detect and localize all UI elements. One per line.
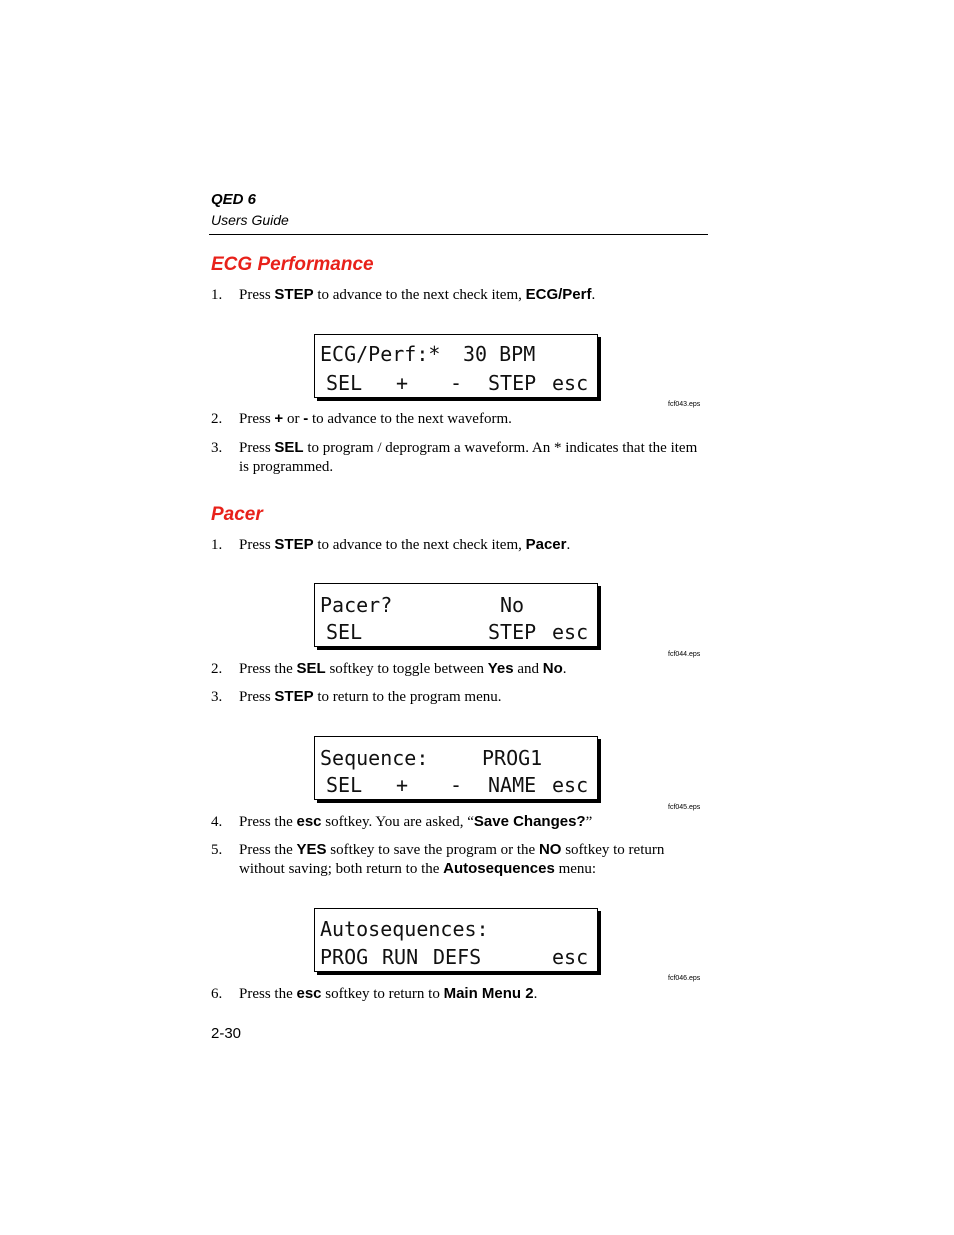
- softkey-esc: esc: [552, 945, 589, 969]
- step-number: 4.: [211, 814, 223, 830]
- header-rule: [209, 234, 708, 235]
- list-item: [211, 536, 701, 555]
- softkey-sel: SEL: [326, 371, 363, 395]
- softkey-prog: PROG: [320, 945, 369, 969]
- lcd-label: Pacer?: [320, 593, 393, 617]
- lcd-label: Sequence:: [320, 746, 429, 770]
- step-number: 2.: [211, 411, 223, 427]
- list-item: [211, 841, 701, 878]
- softkey-sel: SEL: [326, 773, 363, 797]
- step-number: 3.: [211, 689, 223, 705]
- lcd-value: No: [500, 593, 525, 617]
- list-item: [211, 439, 701, 476]
- softkey-plus: +: [396, 773, 409, 797]
- lcd-display-ecg-perf: [314, 334, 598, 398]
- softkey-step: STEP: [488, 620, 537, 644]
- lcd-display-pacer: [314, 583, 598, 647]
- figure-caption: fcf045.eps: [668, 804, 701, 811]
- step-text: Press the esc softkey. You are asked, “Save Changes?”: [239, 813, 593, 830]
- list-item: [211, 660, 701, 679]
- figure-caption: fcf044.eps: [668, 651, 701, 658]
- lcd-value: 30 BPM: [463, 342, 536, 366]
- document-title: QED 6: [211, 191, 257, 208]
- step-text: Press + or - to advance to the next waveform.: [239, 410, 512, 427]
- step-text: Press STEP to advance to the next check item, ECG/Perf.: [239, 286, 596, 303]
- softkey-run: RUN: [382, 945, 419, 969]
- list-item: [211, 286, 701, 305]
- softkey-esc: esc: [552, 620, 589, 644]
- softkey-esc: esc: [552, 371, 589, 395]
- softkey-sel: SEL: [326, 620, 363, 644]
- softkey-minus: -: [450, 773, 463, 797]
- step-text: Press the SEL softkey to toggle between Yes and No.: [239, 660, 567, 677]
- step-number: 1.: [211, 537, 223, 553]
- section-heading-ecg-performance: ECG Performance: [211, 254, 374, 275]
- section-heading-pacer: Pacer: [211, 504, 263, 525]
- list-item: [211, 410, 701, 429]
- lcd-display-sequence: [314, 736, 598, 800]
- step-text: Press STEP to advance to the next check item, Pacer.: [239, 536, 571, 553]
- softkey-step: STEP: [488, 371, 537, 395]
- softkey-name: NAME: [488, 773, 537, 797]
- step-number: 6.: [211, 986, 223, 1002]
- step-text: Press SEL to program / deprogram a waveform. An * indicates that the item is programmed.: [239, 439, 698, 475]
- document-subtitle: Users Guide: [211, 212, 289, 228]
- lcd-value: PROG1: [482, 746, 543, 770]
- step-text: Press the esc softkey to return to Main Menu 2.: [239, 985, 538, 1002]
- softkey-minus: -: [450, 371, 463, 395]
- list-item: [211, 688, 701, 707]
- lcd-label: Autosequences:: [320, 917, 489, 941]
- lcd-label: ECG/Perf:*: [320, 342, 441, 366]
- step-text: Press STEP to return to the program menu.: [239, 688, 502, 705]
- figure-caption: fcf043.eps: [668, 401, 701, 408]
- step-number: 2.: [211, 661, 223, 677]
- step-number: 3.: [211, 440, 223, 456]
- step-text: Press the YES softkey to save the program or the NO softkey to return without saving; both return to the Autosequences menu:: [239, 841, 665, 877]
- step-number: 5.: [211, 842, 223, 858]
- softkey-plus: +: [396, 371, 409, 395]
- step-number: 1.: [211, 287, 223, 303]
- softkey-esc: esc: [552, 773, 589, 797]
- list-item: [211, 985, 701, 1004]
- softkey-defs: DEFS: [433, 945, 482, 969]
- page-number: 2-30: [211, 1025, 242, 1042]
- figure-caption: fcf046.eps: [668, 975, 701, 982]
- lcd-display-autosequences: [314, 908, 598, 972]
- list-item: [211, 813, 701, 832]
